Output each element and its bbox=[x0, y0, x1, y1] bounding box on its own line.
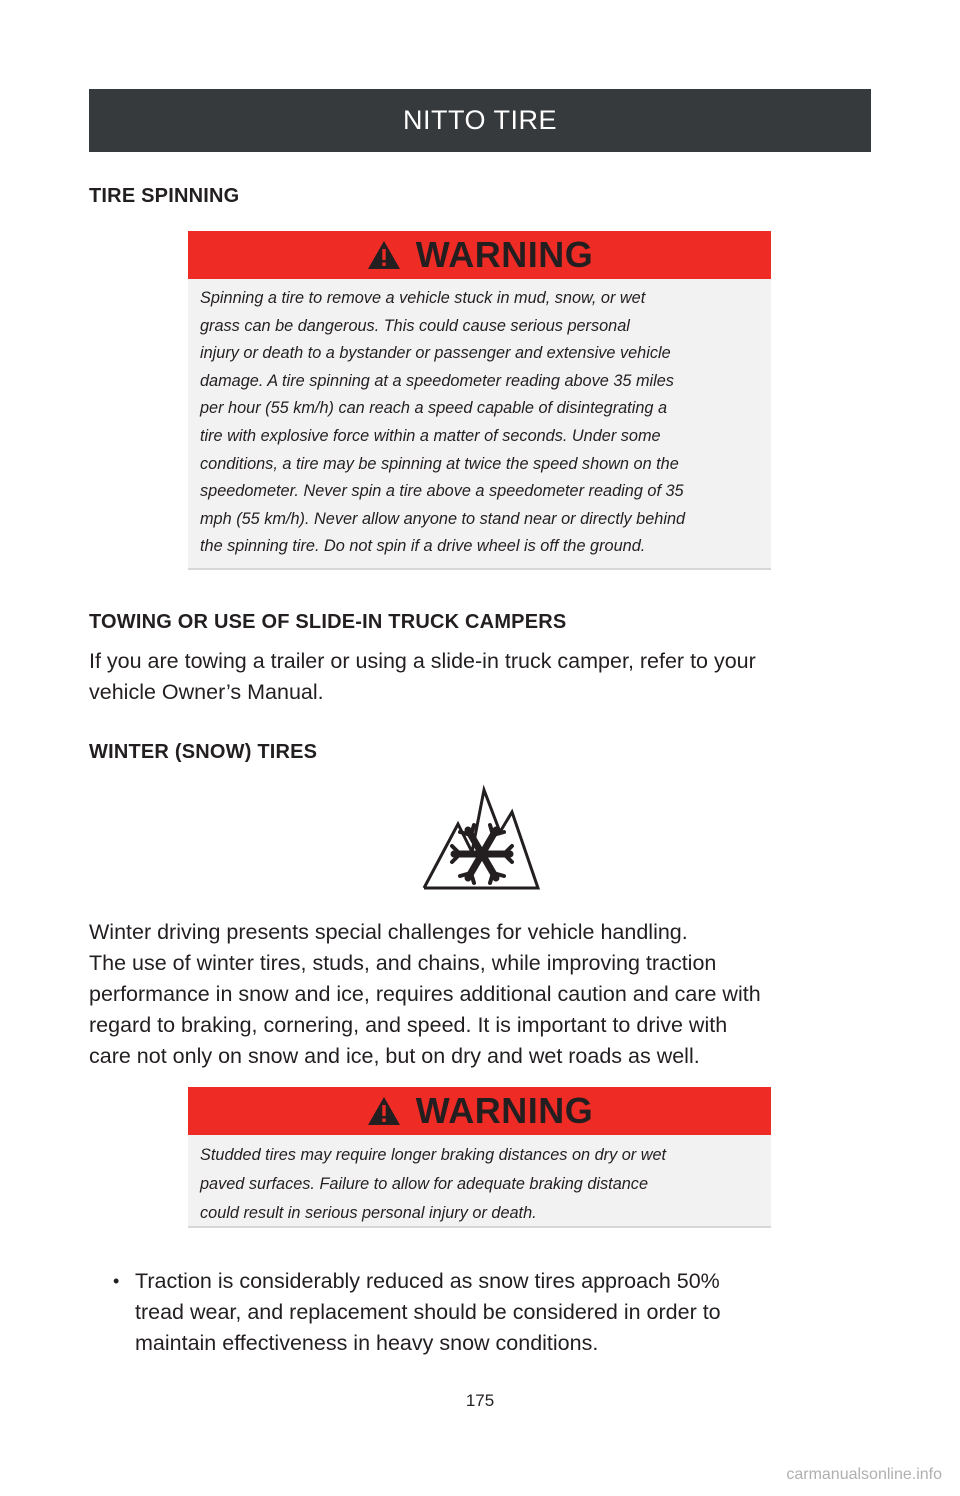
header-bar bbox=[89, 89, 871, 152]
paragraph-line: care not only on snow and ice, but on dry and wet roads as well. bbox=[89, 1044, 700, 1068]
bullet-line: tread wear, and replacement should be considered in order to bbox=[135, 1300, 721, 1324]
warning-line: per hour (55 km/h) can reach a speed capable of disintegrating a bbox=[200, 399, 668, 418]
towing-paragraph bbox=[89, 646, 879, 708]
warning-line: mph (55 km/h). Never allow anyone to stand near or directly behind bbox=[200, 509, 686, 528]
warning-line: Spinning a tire to remove a vehicle stuck in mud, snow, or wet bbox=[200, 289, 646, 307]
warning-line: conditions, a tire may be spinning at twice the speed shown on the bbox=[200, 454, 679, 473]
paragraph-line: vehicle Owner’s Manual. bbox=[89, 680, 324, 704]
warning-line: Studded tires may require longer braking distances on dry or wet bbox=[200, 1146, 667, 1164]
warning-line: grass can be dangerous. This could cause serious personal bbox=[200, 316, 630, 335]
warning-header bbox=[188, 231, 771, 279]
warning-line: paved surfaces. Failure to allow for adequate braking distance bbox=[200, 1175, 648, 1193]
warning-box-studded bbox=[188, 1087, 771, 1228]
warning-line: could result in serious personal injury or death. bbox=[200, 1204, 537, 1222]
warning-box-tire-spinning bbox=[188, 231, 771, 570]
winter-paragraph bbox=[89, 917, 879, 1072]
heading-winter: WINTER (SNOW) TIRES bbox=[89, 741, 318, 763]
warning-body bbox=[188, 279, 771, 573]
warning-line: the spinning tire. Do not spin if a drive wheel is off the ground. bbox=[200, 537, 646, 556]
bullet-line: • Traction is considerably reduced as snow tires approach 50% bbox=[135, 1269, 720, 1293]
bullet-list bbox=[113, 1266, 893, 1359]
warning-line: speedometer. Never spin a tire above a speedometer reading of 35 bbox=[200, 482, 684, 501]
warning-body bbox=[188, 1135, 771, 1240]
warning-title: WARNING bbox=[415, 234, 594, 275]
watermark: carmanualsonline.info bbox=[786, 1466, 942, 1483]
warning-line: injury or death to a bystander or passenger and extensive vehicle bbox=[200, 344, 671, 363]
heading-tire-spinning: TIRE SPINNING bbox=[89, 185, 240, 207]
warning-line: damage. A tire spinning at a speedometer reading above 35 miles bbox=[200, 371, 674, 390]
warning-line: tire with explosive force within a matter of seconds. Under some bbox=[200, 426, 661, 445]
warning-header bbox=[188, 1087, 771, 1135]
paragraph-line: The use of winter tires, studs, and chains, while improving traction bbox=[89, 951, 717, 975]
bullet-line: maintain effectiveness in heavy snow conditions. bbox=[135, 1331, 599, 1355]
paragraph-line: performance in snow and ice, requires additional caution and care with bbox=[89, 982, 761, 1006]
page-number: 175 bbox=[465, 1391, 495, 1410]
heading-towing: TOWING OR USE OF SLIDE-IN TRUCK CAMPERS bbox=[89, 611, 567, 633]
warning-title: WARNING bbox=[415, 1090, 594, 1131]
warning-triangle-icon bbox=[366, 239, 402, 271]
list-item bbox=[113, 1266, 893, 1359]
paragraph-line: regard to braking, cornering, and speed. It is important to drive with bbox=[89, 1013, 728, 1037]
mountain-snowflake-icon bbox=[420, 780, 542, 892]
header-title: NITTO TIRE bbox=[402, 105, 557, 135]
warning-triangle-icon bbox=[366, 1095, 402, 1127]
paragraph-line: Winter driving presents special challenges for vehicle handling. bbox=[89, 920, 688, 944]
paragraph-line: If you are towing a trailer or using a slide-in truck camper, refer to your bbox=[89, 649, 756, 673]
